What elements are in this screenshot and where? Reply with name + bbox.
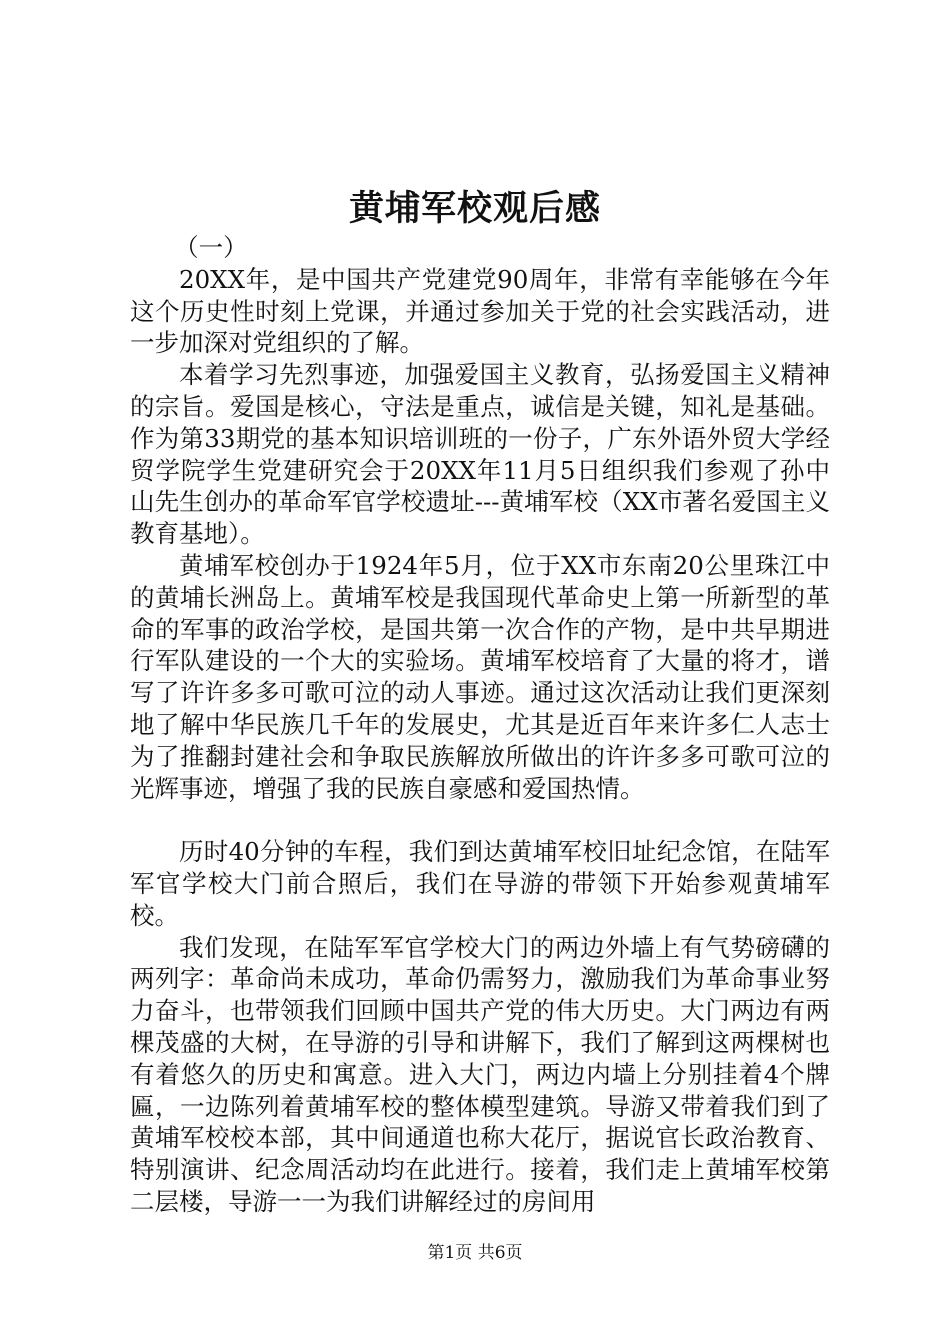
page-number-footer: 第1页 共6页 <box>427 1243 523 1263</box>
paragraph-1: 20XX年，是中国共产党建党90周年，非常有幸能够在今年这个历史性时刻上党课，并通过参加关于党的社会实践活动，进一步加深对党组织的了解。 <box>130 264 830 358</box>
paragraph-2: 本着学习先烈事迹，加强爱国主义教育，弘扬爱国主义精神的宗旨。爱国是核心，守法是重点，诚信是关键，知礼是基础。作为第33期党的基本知识培训班的一份子，广东外语外贸大学经贸学院学生党建研究会于20XX年11月5日组织我们参观了孙中山先生创办的革命军官学校遗址---黄埔军校（XX市著名爱国主义教育基地）。 <box>130 360 830 549</box>
paragraph-3: 黄埔军校创办于1924年5月，位于XX市东南20公里珠江中的黄埔长洲岛上。黄埔军校是我国现代革命史上第一所新型的革命的军事的政治学校，是国共第一次合作的产物，是中共早期进行军队建设的一个大的实验场。黄埔军校培育了大量的将才，谱写了许许多多可歌可泣的动人事迹。通过这次活动让我们更深刻地了解中华民族几千年的发展史，尤其是近百年来许多仁人志士为了推翻封建社会和争取民族解放所做出的许许多多可歌可泣的光辉事迹，增强了我的民族自豪感和爱国热情。 <box>130 550 830 803</box>
document-title: 黄埔军校观后感 <box>348 188 601 229</box>
paragraph-4: 历时40分钟的车程，我们到达黄埔军校旧址纪念馆，在陆军军官学校大门前合照后，我们在导游的带领下开始参观黄埔军校。 <box>130 837 830 930</box>
document-body <box>130 232 830 1218</box>
paragraph-5: 我们发现，在陆军军官学校大门的两边外墙上有气势磅礴的两列字：革命尚未成功，革命仍需努力，激励我们为革命事业努力奋斗，也带领我们回顾中国共产党的伟大历史。大门两边有两棵茂盛的大树，在导游的引导和讲解下，我们了解到这两棵树也有着悠久的历史和寓意。进入大门，两边内墙上分别挂着4个牌匾，一边陈列着黄埔军校的整体模型建筑。导游又带着我们到了黄埔军校校本部，其中间通道也称大花厅，据说官长政治教育、特别演讲、纪念周活动均在此进行。接着，我们走上黄埔军校第二层楼，导游一一为我们讲解经过的房间用 <box>130 932 830 1216</box>
section-subheading: （一） <box>174 233 248 262</box>
paragraph-spacer <box>130 804 830 836</box>
